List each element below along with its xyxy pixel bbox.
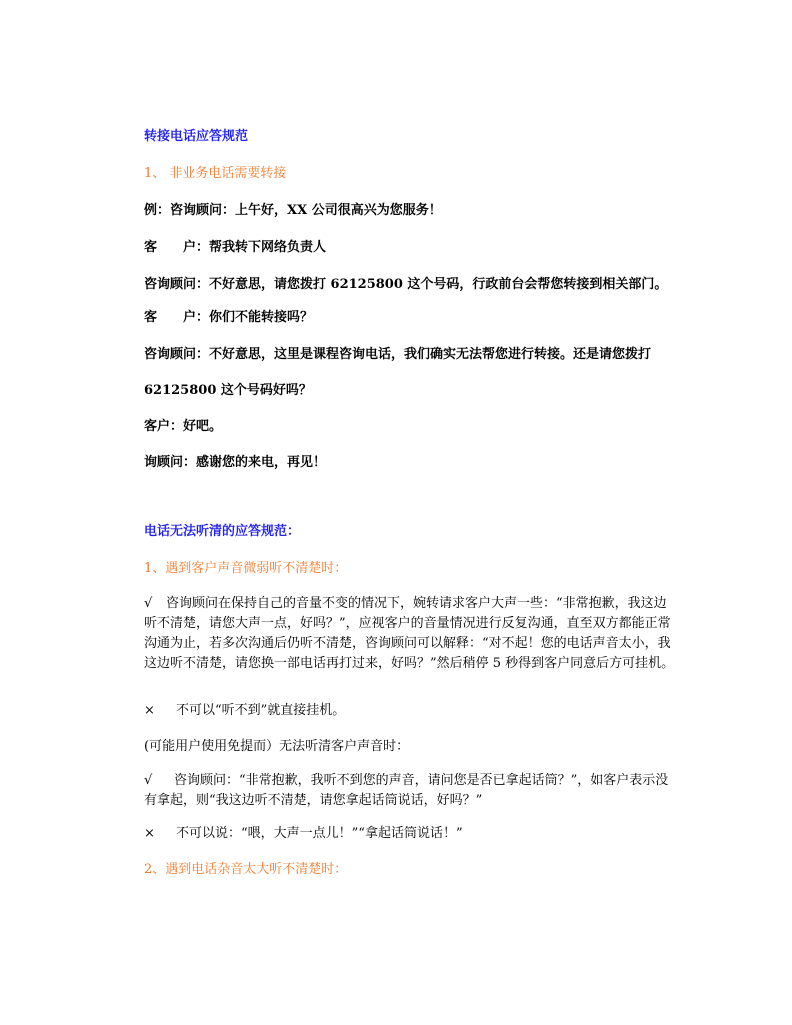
- prohibition-line: [144, 703, 345, 719]
- prohibition-text: 不可以“听不到”就直接挂机。: [176, 703, 346, 718]
- dialogue-line: 询顾问：感谢您的来电，再见！: [144, 455, 327, 470]
- dialogue-line: 62125800 这个号码好吗？: [144, 383, 312, 398]
- dialogue-line: 咨询顾问：不好意思，这里是课程咨询电话，我们确实无法帮您进行转接。还是请您拨打: [144, 347, 652, 362]
- dialogue-line: 例：咨询顾问：上午好，XX 公司很高兴为您服务！: [144, 203, 442, 218]
- subheading-noise: 2、遇到电话杂音太大听不清楚时：: [144, 862, 348, 877]
- cross-mark-icon: ×: [144, 703, 155, 718]
- dialogue-line: 客 户：帮我转下网络负责人: [144, 240, 327, 255]
- dialogue-line: 客户：好吧。: [144, 419, 223, 434]
- section-title-transfer: 转接电话应答规范: [144, 129, 249, 144]
- check-mark-icon: √: [144, 596, 153, 611]
- dialogue-line: 客 户：你们不能转接吗？: [144, 310, 314, 325]
- guideline-text: 咨询顾问：“非常抱歉，我听不到您的声音，请问您是否已拿起话筒？”，如客户表示没有拿起，则“我这边听不清楚，请您拿起话筒说话，好吗？”: [144, 773, 669, 808]
- subheading-weak-voice: 1、遇到客户声音微弱听不清楚时：: [144, 561, 348, 576]
- note-line: (可能用户使用免提而）无法听清客户声音时：: [144, 739, 410, 754]
- guideline-paragraph: [144, 771, 679, 811]
- prohibition-text: 不可以说：“喂，大声一点儿！”“拿起话筒说话！”: [176, 826, 463, 841]
- guideline-text: 咨询顾问在保持自己的音量不变的情况下，婉转请求客户大声一些：“非常抱歉，我这边听不清楚，请您大声一点，好吗？”，应视客户的音量情况进行反复沟通，直至双方都能正常沟通为止，若多次沟通后仍听不清楚，咨询顾问可以解释：“对不起！您的电话声音太小，我这边听不清楚，请您换一部电话再打过来，好吗？”然后稍停 5 秒得到客户同意后方可挂机。: [144, 596, 675, 671]
- dialogue-line: 咨询顾问：不好意思，请您拨打 62125800 这个号码，行政前台会帮您转接到相关部门。: [144, 277, 668, 292]
- prohibition-line: [144, 826, 463, 842]
- cross-mark-icon: ×: [144, 826, 155, 841]
- guideline-paragraph: [144, 594, 679, 674]
- check-mark-icon: √: [144, 773, 153, 788]
- section-title-unclear-calls: 电话无法听清的应答规范：: [144, 524, 301, 539]
- subheading-non-business-calls: 1、 非业务电话需要转接: [144, 166, 287, 181]
